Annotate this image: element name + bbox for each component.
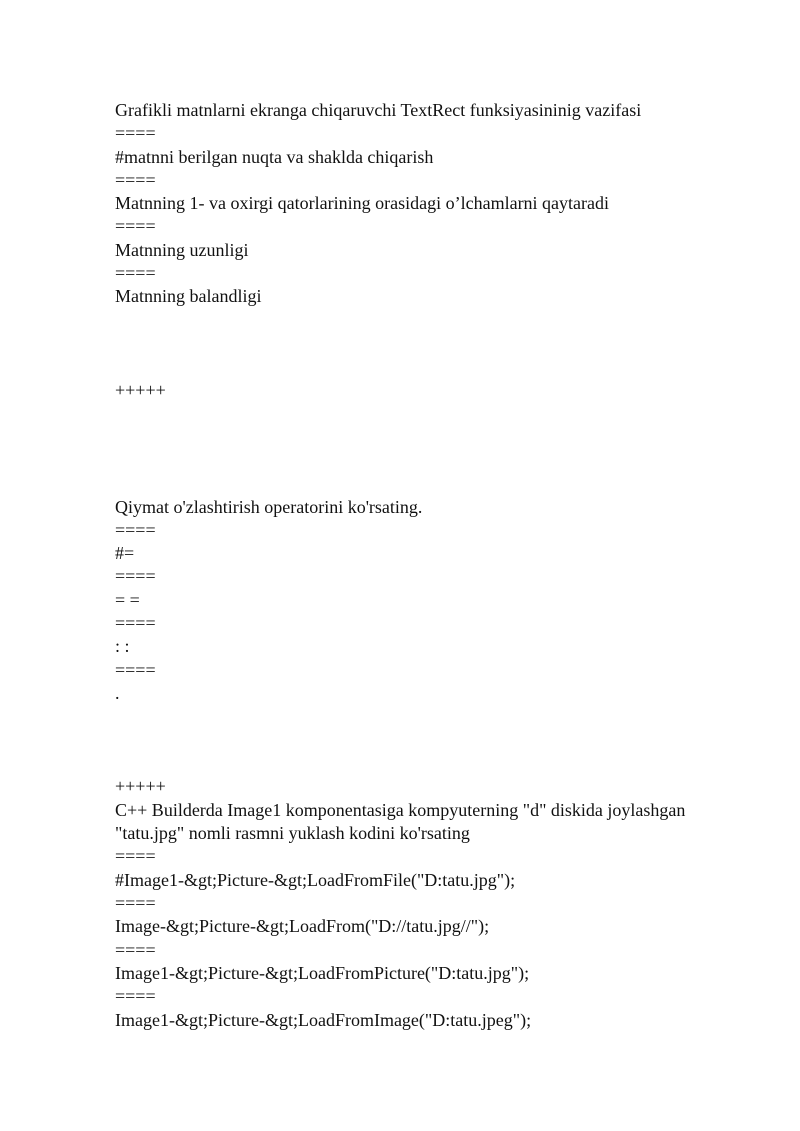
question-3-answer-3: Image1-&gt;Picture-&gt;LoadFromPicture("D:tatu.jpg");	[115, 963, 530, 983]
question-2-separator-4: ====	[115, 660, 156, 680]
question-3-separator-1: ====	[115, 846, 156, 866]
question-3-prompt-line-2: "tatu.jpg" nomli rasmni yuklash kodini ko'rsating	[115, 823, 470, 843]
question-2-answer-2: = =	[115, 590, 140, 610]
question-3-answer-2: Image-&gt;Picture-&gt;LoadFrom("D://tatu.jpg//");	[115, 916, 490, 936]
question-1-separator-4: ====	[115, 263, 156, 283]
question-3-separator-4: ====	[115, 986, 156, 1006]
question-1-separator-3: ====	[115, 216, 156, 236]
question-3-answer-4: Image1-&gt;Picture-&gt;LoadFromImage("D:tatu.jpeg");	[115, 1010, 532, 1030]
question-1-prompt: Grafikli matnlarni ekranga chiqaruvchi TextRect funksiyasininig vazifasi	[115, 100, 642, 120]
question-1-separator-2: ====	[115, 170, 156, 190]
question-1-answer-4: Matnning balandligi	[115, 286, 262, 306]
question-2-end-marker: +++++	[115, 776, 166, 796]
question-2-separator-3: ====	[115, 613, 156, 633]
question-1-end-marker: +++++	[115, 380, 166, 400]
question-2-separator-1: ====	[115, 520, 156, 540]
question-3-separator-3: ====	[115, 940, 156, 960]
question-2-prompt: Qiymat o'zlashtirish operatorini ko'rsating.	[115, 497, 423, 517]
question-1-answer-2: Matnning 1- va oxirgi qatorlarining orasidagi o’lchamlarni qaytaradi	[115, 193, 610, 213]
question-1-answer-1: #matnni berilgan nuqta va shaklda chiqarish	[115, 147, 434, 167]
question-2-answer-4: .	[115, 683, 120, 703]
question-3-prompt-line-1: C++ Builderda Image1 komponentasiga kompyuterning "d" diskida joylashgan	[115, 800, 686, 820]
question-2-answer-3: : :	[115, 636, 130, 656]
question-3-answer-1: #Image1-&gt;Picture-&gt;LoadFromFile("D:tatu.jpg");	[115, 870, 516, 890]
question-2-answer-1: #=	[115, 543, 135, 563]
question-1-separator-1: ====	[115, 123, 156, 143]
question-1-answer-3: Matnning uzunligi	[115, 240, 249, 260]
question-2-separator-2: ====	[115, 566, 156, 586]
question-3-separator-2: ====	[115, 893, 156, 913]
